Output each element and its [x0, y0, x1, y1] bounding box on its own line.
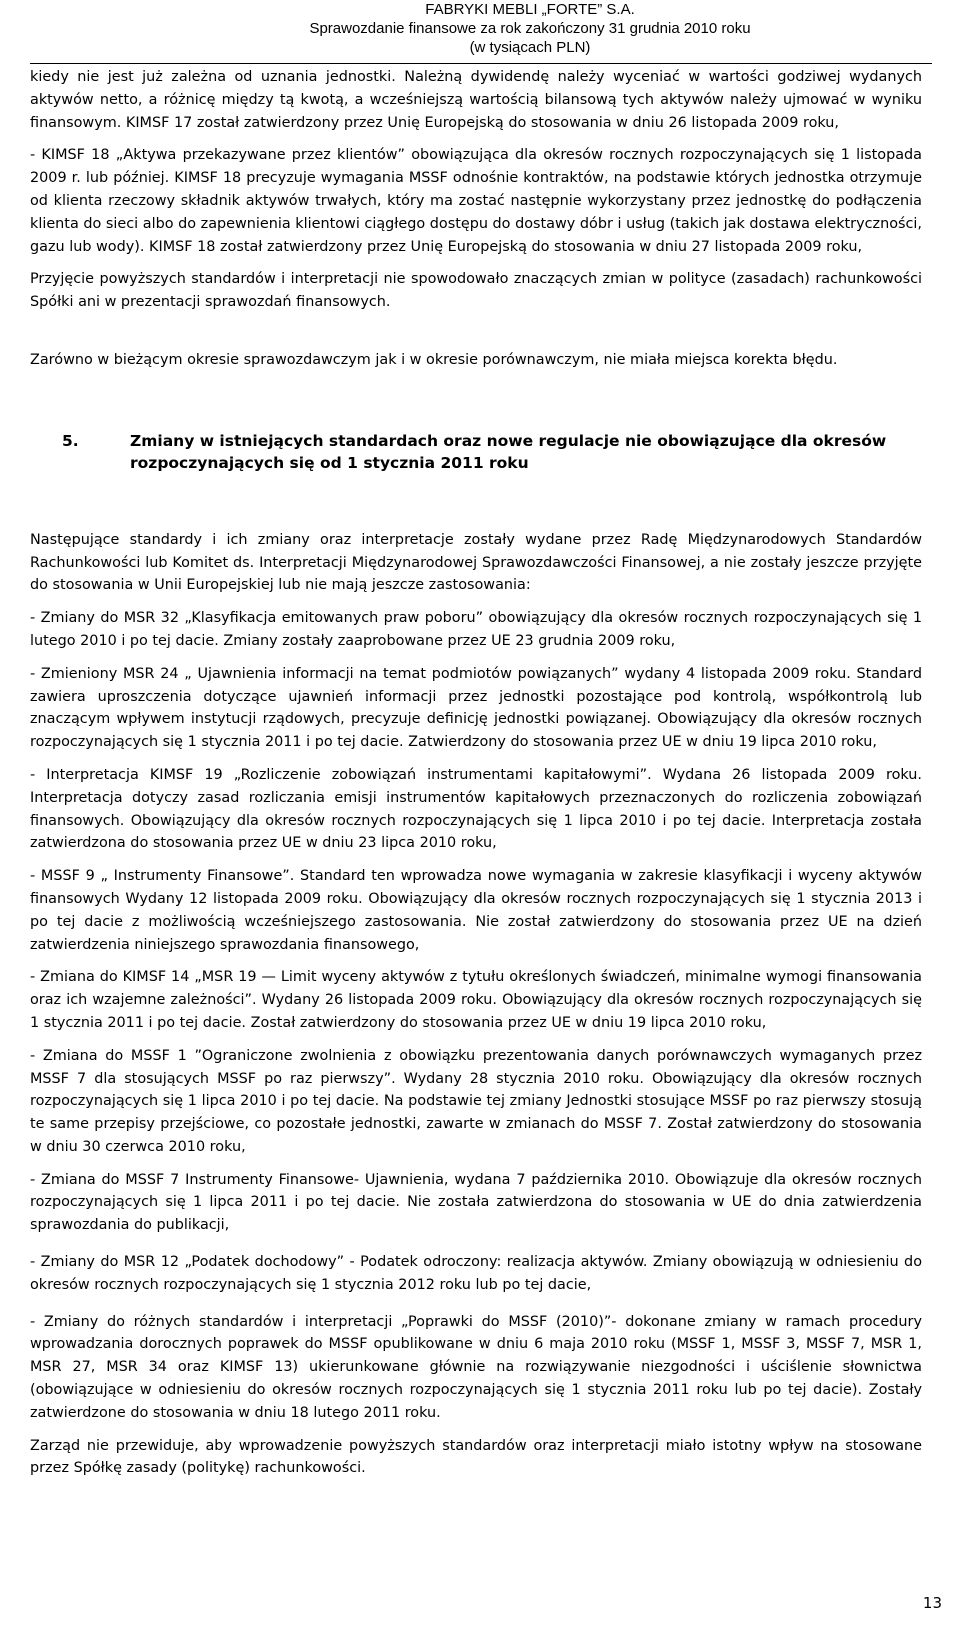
header-divider [30, 63, 932, 64]
section-heading [30, 430, 922, 475]
section-title-line-1: Zmiany w istniejących standardach oraz nowe regulacje nie obowiązujące dla okresów [130, 431, 887, 450]
list-item-mssf7: - Zmiana do MSSF 7 Instrumenty Finansowe- Ujawnienia, wydana 7 października 2010. Obowiązuje dla okresów rocznych rozpoczynających się 1 lipca 2011 i po tej dacie. Nie została zatwierdzona do stosowania w UE do dnia zatwierdzenia sprawozdania do publikacji, [30, 1171, 922, 1234]
document-body [30, 66, 922, 1480]
paragraph-intro-new-standards: Następujące standardy i ich zmiany oraz interpretacje zostały wydane przez Radę Międzynarodowych Standardów Rachunkowości lub Komitet ds. Interpretacji Międzynarodowej Sprawozdawczości Finansowej, a nie zostały jeszcze przyjęte do stosowania w Unii Europejskiej lub nie mają jeszcze zastosowania: [30, 531, 922, 594]
section-title-line-2: rozpoczynających się od 1 stycznia 2011 roku [130, 454, 529, 473]
list-item-msr32: - Zmiany do MSR 32 „Klasyfikacja emitowanych praw poboru” obowiązujący dla okresów rocznych rozpoczynających się 1 lutego 2010 i po tej dacie. Zmiany zostały zaaprobowane przez UE 23 grudnia 2009 roku, [30, 610, 922, 649]
paragraph-adoption-impact: Przyjęcie powyższych standardów i interpretacji nie spowodowało znaczących zmian w polityce (zasadach) rachunkowości Spółki ani w prezentacji sprawozdań finansowych. [30, 271, 922, 311]
paragraph-management-conclusion: Zarząd nie przewiduje, aby wprowadzenie powyższych standardów oraz interpretacji miało istotny wpływ na stosowane przez Spółkę zasady (politykę) rachunkowości. [30, 1437, 922, 1477]
paragraph-kimsf18: - KIMSF 18 „Aktywa przekazywane przez klientów” obowiązująca dla okresów rocznych rozpoczynających się 1 listopada 2009 r. lub później. KIMSF 18 precyzuje wymagania MSSF odnośnie kontraktów, na podstawie których jednostka otrzymuje od klienta rzeczowy składnik aktywów trwałych, który ma zostać następnie wykorzystany przez jednostkę do podłączenia klienta do sieci albo do zapewnienia klientowi ciągłego dostępu do dostawy dóbr i usług (takich jak dostawa elektryczności, gazu lub wody). KIMSF 18 został zatwierdzony przez Unię Europejską do stosowania w dniu 27 listopada 2009 roku, [30, 147, 922, 255]
paragraph-error-correction: Zarówno w bieżącym okresie sprawozdawczym jak i w okresie porównawczym, nie miała miejsca korekta błędu. [30, 351, 838, 368]
page-header [0, 0, 960, 57]
paragraph-dividend-kimsf17: kiedy nie jest już zależna od uznania jednostki. Należną dywidendę należy wyceniać w wartości godziwej wydanych aktywów netto, a różnicę między tą kwotą, a wcześniejszą wartością bilansową tych aktywów należy ujmować w wyniku finansowym. KIMSF 17 został zatwierdzony przez Unię Europejską do stosowania w dniu 26 listopada 2009 roku, [30, 69, 922, 131]
section-number: 5. [62, 431, 79, 450]
list-item-msr12: - Zmiany do MSR 12 „Podatek dochodowy” - Podatek odroczony: realizacja aktywów. Zmiany obowiązują w odniesieniu do okresów rocznych rozpoczynających się 1 stycznia 2012 roku lub po tej dacie, [30, 1254, 922, 1293]
report-title: Sprawozdanie finansowe za rok zakończony 31 grudnia 2010 roku [309, 20, 751, 37]
list-item-mssf1: - Zmiana do MSSF 1 ”Ograniczone zwolnienia z obowiązku prezentowania danych porównawczych wymaganych przez MSSF 7 dla stosujących MSSF po raz pierwszy”. Wydany 28 stycznia 2010 roku. Obowiązujący dla okresów rocznych rozpoczynających się 1 lipca 2010 i po tej dacie. Na podstawie tej zmiany Jednostki stosujące MSSF po raz pierwszy stosują te same przepisy przejściowe, co pozostałe jednostki, zawarte w zmianach do MSSF 7. Został zatwierdzony do stosowania w dniu 30 czerwca 2010 roku, [30, 1047, 922, 1155]
page-number: 13 [922, 1594, 942, 1612]
list-item-msr24: - Zmieniony MSR 24 „ Ujawnienia informacji na temat podmiotów powiązanych” wydany 4 listopada 2009 roku. Standard zawiera uproszczenia dotyczące ujawnień informacji przez jednostki pozostające pod kontrolą, współkontrolą lub znaczącym wpływem instytucji rządowych, precyzuje definicję jednostki powiązanej. Obowiązujący dla okresów rocznych rozpoczynających się 1 stycznia 2011 i po tej dacie. Zatwierdzony do stosowania przez UE w dniu 19 lipca 2010 roku, [30, 665, 922, 751]
list-item-annual-improvements: - Zmiany do różnych standardów i interpretacji „Poprawki do MSSF (2010)”- dokonane zmiany w ramach procedury wprowadzania dorocznych poprawek do MSSF opublikowane w dniu 6 maja 2010 roku (MSSF 1, MSSF 3, MSSF 7, MSR 1, MSR 27, MSR 34 oraz KIMSF 13) ukierunkowane głównie na rozwiązywanie niezgodności i uściślenie słownictwa (obowiązujące w odniesieniu do okresów rocznych rozpoczynających się 1 stycznia 2011 roku lub po tej dacie). Zostały zatwierdzone do stosowania w dniu 18 lutego 2011 roku. [30, 1313, 922, 1421]
currency-note: (w tysiącach PLN) [469, 39, 591, 56]
list-item-kimsf19: - Interpretacja KIMSF 19 „Rozliczenie zobowiązań instrumentami kapitałowymi”. Wydana 26 listopada 2009 roku. Interpretacja dotyczy zasad rozliczania emisji instrumentów kapitałowych przeznaczonych do rozliczenia zobowiązań finansowych. Obowiązujący dla okresów rocznych rozpoczynających się 1 lipca 2010 i po tej dacie. Interpretacja została zatwierdzona do stosowania przez UE w dniu 23 lipca 2010 roku, [30, 766, 922, 852]
company-name: FABRYKI MEBLI „FORTE” S.A. [425, 1, 635, 18]
list-item-mssf9: - MSSF 9 „ Instrumenty Finansowe”. Standard ten wprowadza nowe wymagania w zakresie klasyfikacji i wyceny aktywów finansowych Wydany 12 listopada 2009 roku. Obowiązujący dla okresów rocznych rozpoczynających się 1 stycznia 2013 i po tej dacie z możliwością wcześniejszego zastosowania. Nie został zatwierdzony do stosowania przez UE na dzień zatwierdzenia niniejszego sprawozdania finansowego, [30, 868, 922, 953]
list-item-kimsf14: - Zmiana do KIMSF 14 „MSR 19 — Limit wyceny aktywów z tytułu określonych świadczeń, minimalne wymogi finansowania oraz ich wzajemne zależności”. Wydany 26 listopada 2009 roku. Obowiązujący dla okresów rocznych rozpoczynających się 1 stycznia 2011 i po tej dacie. Został zatwierdzony do stosowania przez UE w dniu 19 lipca 2010 roku, [30, 969, 922, 1031]
